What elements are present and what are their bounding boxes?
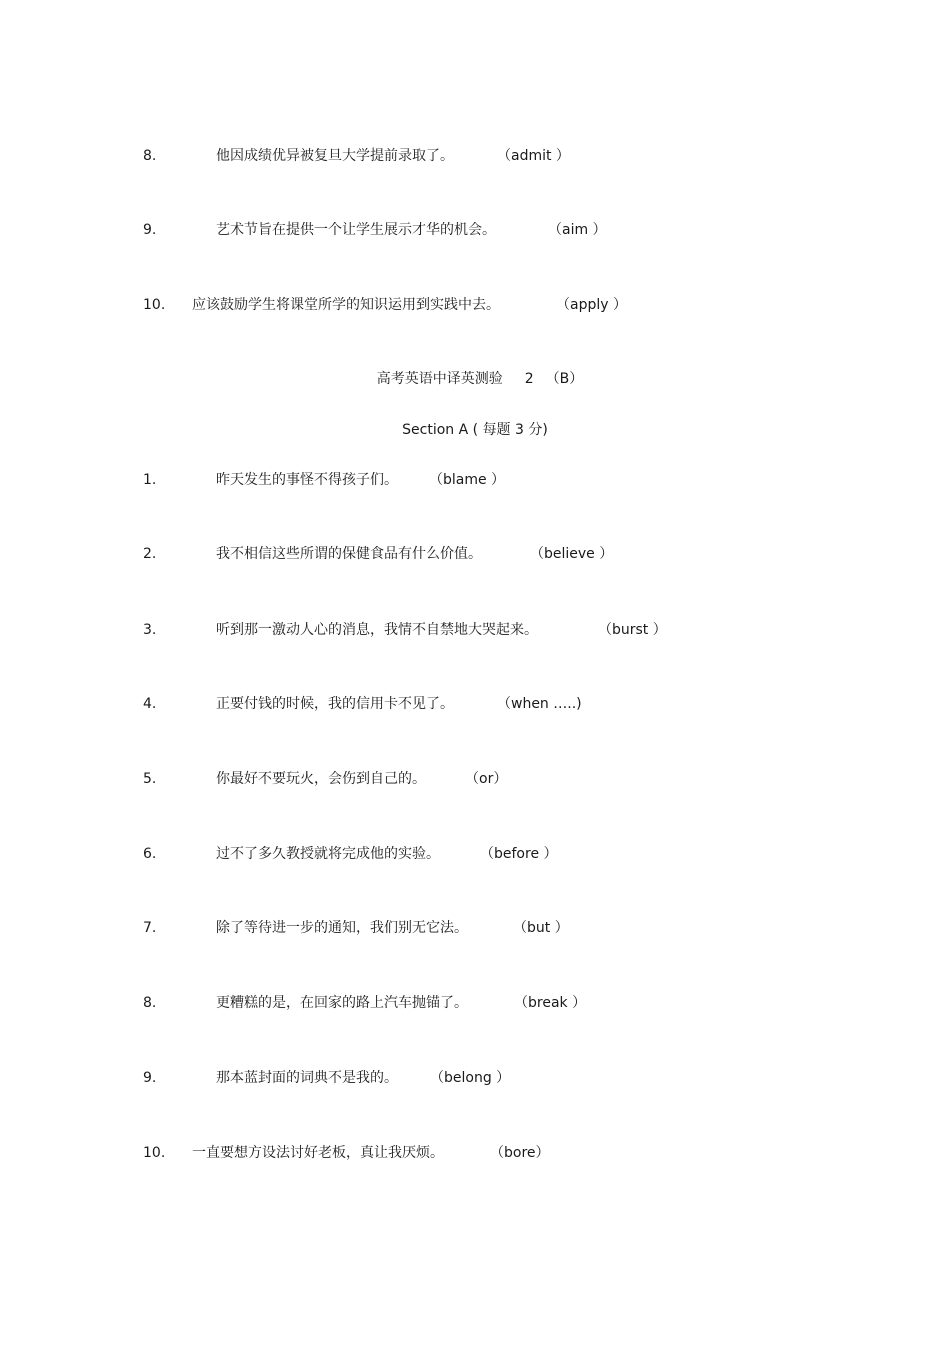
- chinese-sentence: 昨天发生的事怪不得孩子们。: [216, 472, 398, 488]
- test-title: [0, 367, 950, 391]
- keyword-hint: （but ）: [513, 920, 569, 936]
- exercise-item: [0, 842, 950, 866]
- test-title-text: 高考英语中译英测验: [376, 371, 503, 387]
- exercise-item: [0, 293, 950, 317]
- exercise-item: [0, 144, 950, 168]
- chinese-sentence: 听到那一激动人心的消息，我情不自禁地大哭起来。: [216, 622, 538, 638]
- keyword-hint: （bore）: [490, 1145, 550, 1161]
- exercise-item: [0, 991, 950, 1015]
- item-number: 8.: [143, 148, 157, 164]
- exercise-item: [0, 468, 950, 492]
- chinese-sentence: 艺术节旨在提供一个让学生展示才华的机会。: [216, 222, 496, 238]
- keyword-hint: （admit ）: [497, 148, 570, 164]
- exercise-item: [0, 692, 950, 716]
- item-number: 2.: [143, 546, 157, 562]
- exercise-item: [0, 542, 950, 566]
- chinese-sentence: 一直要想方设法讨好老板，真让我厌烦。: [192, 1145, 444, 1161]
- keyword-hint: （aim ）: [548, 222, 607, 238]
- item-number: 6.: [143, 846, 157, 862]
- item-number: 1.: [143, 472, 157, 488]
- item-number: 7.: [143, 920, 157, 936]
- exercise-item: [0, 1141, 950, 1165]
- item-number: 4.: [143, 696, 157, 712]
- test-variant: （B）: [545, 371, 584, 387]
- exercise-item: [0, 916, 950, 940]
- keyword-hint: （blame ）: [429, 472, 506, 488]
- keyword-hint: （believe ）: [530, 546, 614, 562]
- exercise-item: [0, 767, 950, 791]
- chinese-sentence: 正要付钱的时候，我的信用卡不见了。: [216, 696, 454, 712]
- exercise-item: [0, 1066, 950, 1090]
- section-heading: [0, 418, 950, 442]
- chinese-sentence: 你最好不要玩火，会伤到自己的。: [216, 771, 426, 787]
- keyword-hint: （break ）: [514, 995, 587, 1011]
- item-number: 10.: [143, 1145, 166, 1161]
- keyword-hint: （when …..): [497, 696, 582, 712]
- chinese-sentence: 他因成绩优异被复旦大学提前录取了。: [216, 148, 454, 164]
- chinese-sentence: 更糟糕的是，在回家的路上汽车抛锚了。: [216, 995, 468, 1011]
- item-number: 8.: [143, 995, 157, 1011]
- test-number: 2: [524, 371, 534, 387]
- keyword-hint: （or）: [465, 771, 508, 787]
- chinese-sentence: 我不相信这些所谓的保健食品有什么价值。: [216, 546, 482, 562]
- item-number: 9.: [143, 1070, 157, 1086]
- exercise-item: [0, 218, 950, 242]
- item-number: 5.: [143, 771, 157, 787]
- exercise-item: [0, 618, 950, 642]
- keyword-hint: （belong ）: [430, 1070, 511, 1086]
- section-label: Section A (: [402, 422, 479, 438]
- item-number: 3.: [143, 622, 157, 638]
- keyword-hint: （before ）: [480, 846, 558, 862]
- chinese-sentence: 应该鼓励学生将课堂所学的知识运用到实践中去。: [192, 297, 500, 313]
- section-score: 每题 3 分): [482, 422, 548, 438]
- chinese-sentence: 过不了多久教授就将完成他的实验。: [216, 846, 440, 862]
- keyword-hint: （apply ）: [556, 297, 627, 313]
- chinese-sentence: 除了等待进一步的通知，我们别无它法。: [216, 920, 468, 936]
- item-number: 10.: [143, 297, 166, 313]
- item-number: 9.: [143, 222, 157, 238]
- keyword-hint: （burst ）: [598, 622, 667, 638]
- chinese-sentence: 那本蓝封面的词典不是我的。: [216, 1070, 398, 1086]
